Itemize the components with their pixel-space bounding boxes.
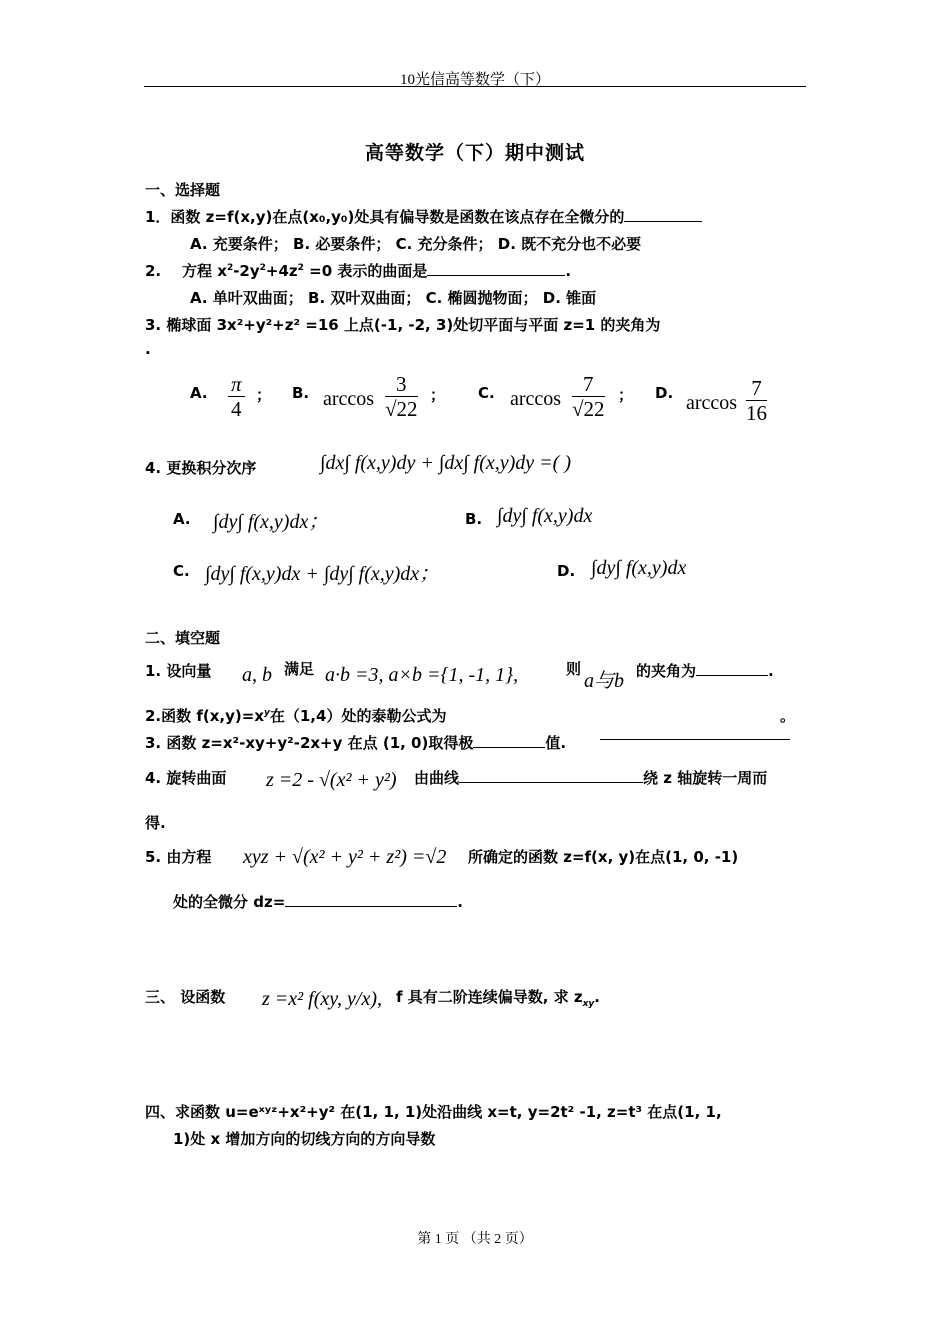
s2-q1 [145, 660, 211, 681]
s1-q3-opt-b-arccos: arccos [323, 388, 375, 410]
s1-q1-stem [145, 206, 702, 227]
s1-q4-opt-d-expression: ∫dy∫ f(x,y)dx [591, 557, 687, 579]
s1-q3-semicolon: ； [256, 386, 272, 404]
fraction-denominator: 16 [746, 401, 767, 425]
sup: y [264, 708, 270, 718]
s1-q3-opt-d-label: D. [655, 384, 674, 402]
s2-q4-curve-text: 由曲线 [414, 769, 460, 787]
s2-q5-function: 所确定的函数 z=f(x, y)在点(1, 0, -1) [468, 848, 739, 866]
section1-heading: 一、选择题 [145, 181, 221, 199]
s2-q4-rotation: 绕 z 轴旋转一周而 [643, 769, 768, 787]
sup: 2 [297, 263, 304, 273]
s2-q5-total [173, 891, 463, 912]
fraction-numerator: 7 [572, 372, 605, 397]
s1-q4-opt-a-expression: ∫dy∫ f(x,y)dx； [213, 511, 329, 533]
section4-line2: 1)处 x 增加方向的切线方向的方向导数 [173, 1130, 436, 1148]
answer-blank [459, 768, 643, 783]
s1-q3-opt-c-arccos: arccos [510, 388, 562, 410]
s2-q3-text: 3. 函数 z=x²-xy+y²-2x+y 在点 (1, 0)取得极 [145, 734, 474, 752]
fraction-numerator: π [228, 372, 245, 397]
section3-tail [396, 986, 600, 1009]
s1-q3-opt-b-fraction [385, 372, 418, 421]
s1-q4-opt-b-expression: ∫dy∫ f(x,y)dx [497, 505, 593, 527]
s2-q1-part-a: 1. 设向量 [145, 662, 212, 680]
sub: xy [582, 999, 595, 1009]
s2-q2 [145, 705, 446, 726]
s1-q4-opt-c-expression: ∫dy∫ f(x,y)dx + ∫dy∫ f(x,y)dx； [205, 563, 440, 585]
fraction-denominator: 4 [231, 397, 242, 421]
s2-q3-end: 值. [545, 734, 567, 752]
s2-q5-total-text: 处的全微分 dz= [173, 893, 286, 911]
s1-q2-part-b: -2y [233, 262, 260, 280]
s2-q4-part-a: 4. 旋转曲面 [145, 769, 227, 787]
s2-q4-get: 得. [145, 814, 166, 832]
s2-q1-angle-text: 的夹角为 [636, 662, 697, 680]
s2-q5-end: . [457, 893, 463, 911]
s1-q3-semicolon: ； [618, 386, 634, 404]
s1-q3-stem: 3. 椭球面 3x²+y²+z² =16 上点(-1, -2, 3)处切平面与平面 z=1 的夹角为 [145, 316, 661, 334]
fraction-denominator: √22 [385, 397, 418, 421]
answer-blank [473, 733, 545, 748]
s1-q3-opt-c-fraction [572, 372, 605, 421]
s1-q4-opt-d-label: D. [557, 562, 576, 580]
answer-blank [285, 892, 457, 907]
s1-q4-opt-c-label: C. [173, 562, 190, 580]
s1-q3-opt-c-label: C. [478, 384, 495, 402]
s1-q4-opt-a-label: A. [173, 510, 191, 528]
s2-q4-surface: z =2 - √(x² + y²) [266, 769, 397, 791]
s1-q3-opt-d-fraction [746, 376, 767, 425]
s2-q5-part-a: 5. 由方程 [145, 848, 212, 866]
page-header: 10光信高等数学（下） [399, 72, 550, 88]
section3-part-a: 三、 设函数 [145, 988, 226, 1006]
s1-q2-part-c: +4z [265, 262, 298, 280]
s2-q1-condition: a·b =3, a×b ={1, -1, 1}, [325, 664, 519, 686]
answer-blank [427, 261, 565, 276]
section3-end: . [594, 988, 600, 1006]
sup: 2 [259, 263, 266, 273]
s1-q4-expression: ∫dx∫ f(x,y)dy + ∫dx∫ f(x,y)dy =( ) [320, 452, 571, 474]
header-rule [144, 86, 806, 87]
s2-q1-then: 则 [566, 660, 582, 678]
s2-q1-satisfy: 满足 [284, 660, 315, 678]
s2-q1-angle [636, 660, 774, 681]
fraction-numerator: 7 [746, 376, 767, 401]
s1-q4-opt-b-label: B. [465, 510, 483, 528]
section3-tail-text: f 具有二阶连续偏导数, 求 z [396, 988, 583, 1006]
s1-q1-options: A. 充要条件； B. 必要条件； C. 充分条件； D. 既不充分也不必要 [190, 235, 642, 253]
section2-heading: 二、填空题 [145, 629, 221, 647]
s1-q2-part-a: 方程 x [182, 262, 227, 280]
fraction-numerator: 3 [385, 372, 418, 397]
s2-q1-a-with-b: a与b [584, 670, 624, 692]
s1-q3-opt-a-fraction [228, 372, 245, 421]
sup: 2 [226, 263, 234, 273]
section3-function: z =x² f(xy, y/x), [262, 988, 382, 1010]
s1-q2-options: A. 单叶双曲面； B. 双叶双曲面； C. 椭圆抛物面； D. 锥面 [190, 289, 597, 307]
answer-blank [696, 661, 768, 676]
s2-q1-vectors: a, b [242, 664, 272, 686]
s1-q2-end: . [565, 262, 572, 280]
strike-line [600, 739, 790, 740]
s1-q1-stem-text: 1．函数 z=f(x,y)在点(x₀,y₀)处具有偏导数是函数在该点存在全微分的 [145, 208, 625, 226]
s2-q2-end: 。 [780, 707, 796, 725]
s2-q5-equation: xyz + √(x² + y² + z²) =√2 [243, 846, 447, 868]
s1-q2-number: 2. [145, 262, 162, 280]
s1-q3-dot: . [145, 340, 151, 358]
section4-line1: 四、求函数 u=eˣʸᶻ+x²+y² 在(1, 1, 1)处沿曲线 x=t, y=2t² -1, z=t³ 在点(1, 1, [145, 1103, 722, 1121]
s1-q3-opt-a-label: A. [190, 384, 208, 402]
s1-q3-opt-d-arccos: arccos [686, 392, 738, 414]
s1-q4-stem: 4. 更换积分次序 [145, 459, 257, 477]
fraction-denominator: √22 [572, 397, 605, 421]
s2-q1-end: . [768, 662, 774, 680]
s1-q2-part-d: =0 表示的曲面是 [303, 262, 428, 280]
s1-q3-opt-b-label: B. [292, 384, 310, 402]
s1-q2-stem [145, 260, 571, 281]
document-title: 高等数学（下）期中测试 [364, 142, 585, 164]
s2-q4-curve [414, 767, 767, 788]
page-footer: 第 1 页 （共 2 页） [417, 1232, 533, 1247]
s2-q2-rest: 在（1,4）处的泰勒公式为 [269, 707, 447, 725]
s2-q3 [145, 732, 566, 753]
answer-blank [624, 207, 702, 222]
s2-q2-text: 2.函数 f(x,y)=x [145, 707, 264, 725]
s1-q3-semicolon: ； [430, 386, 446, 404]
